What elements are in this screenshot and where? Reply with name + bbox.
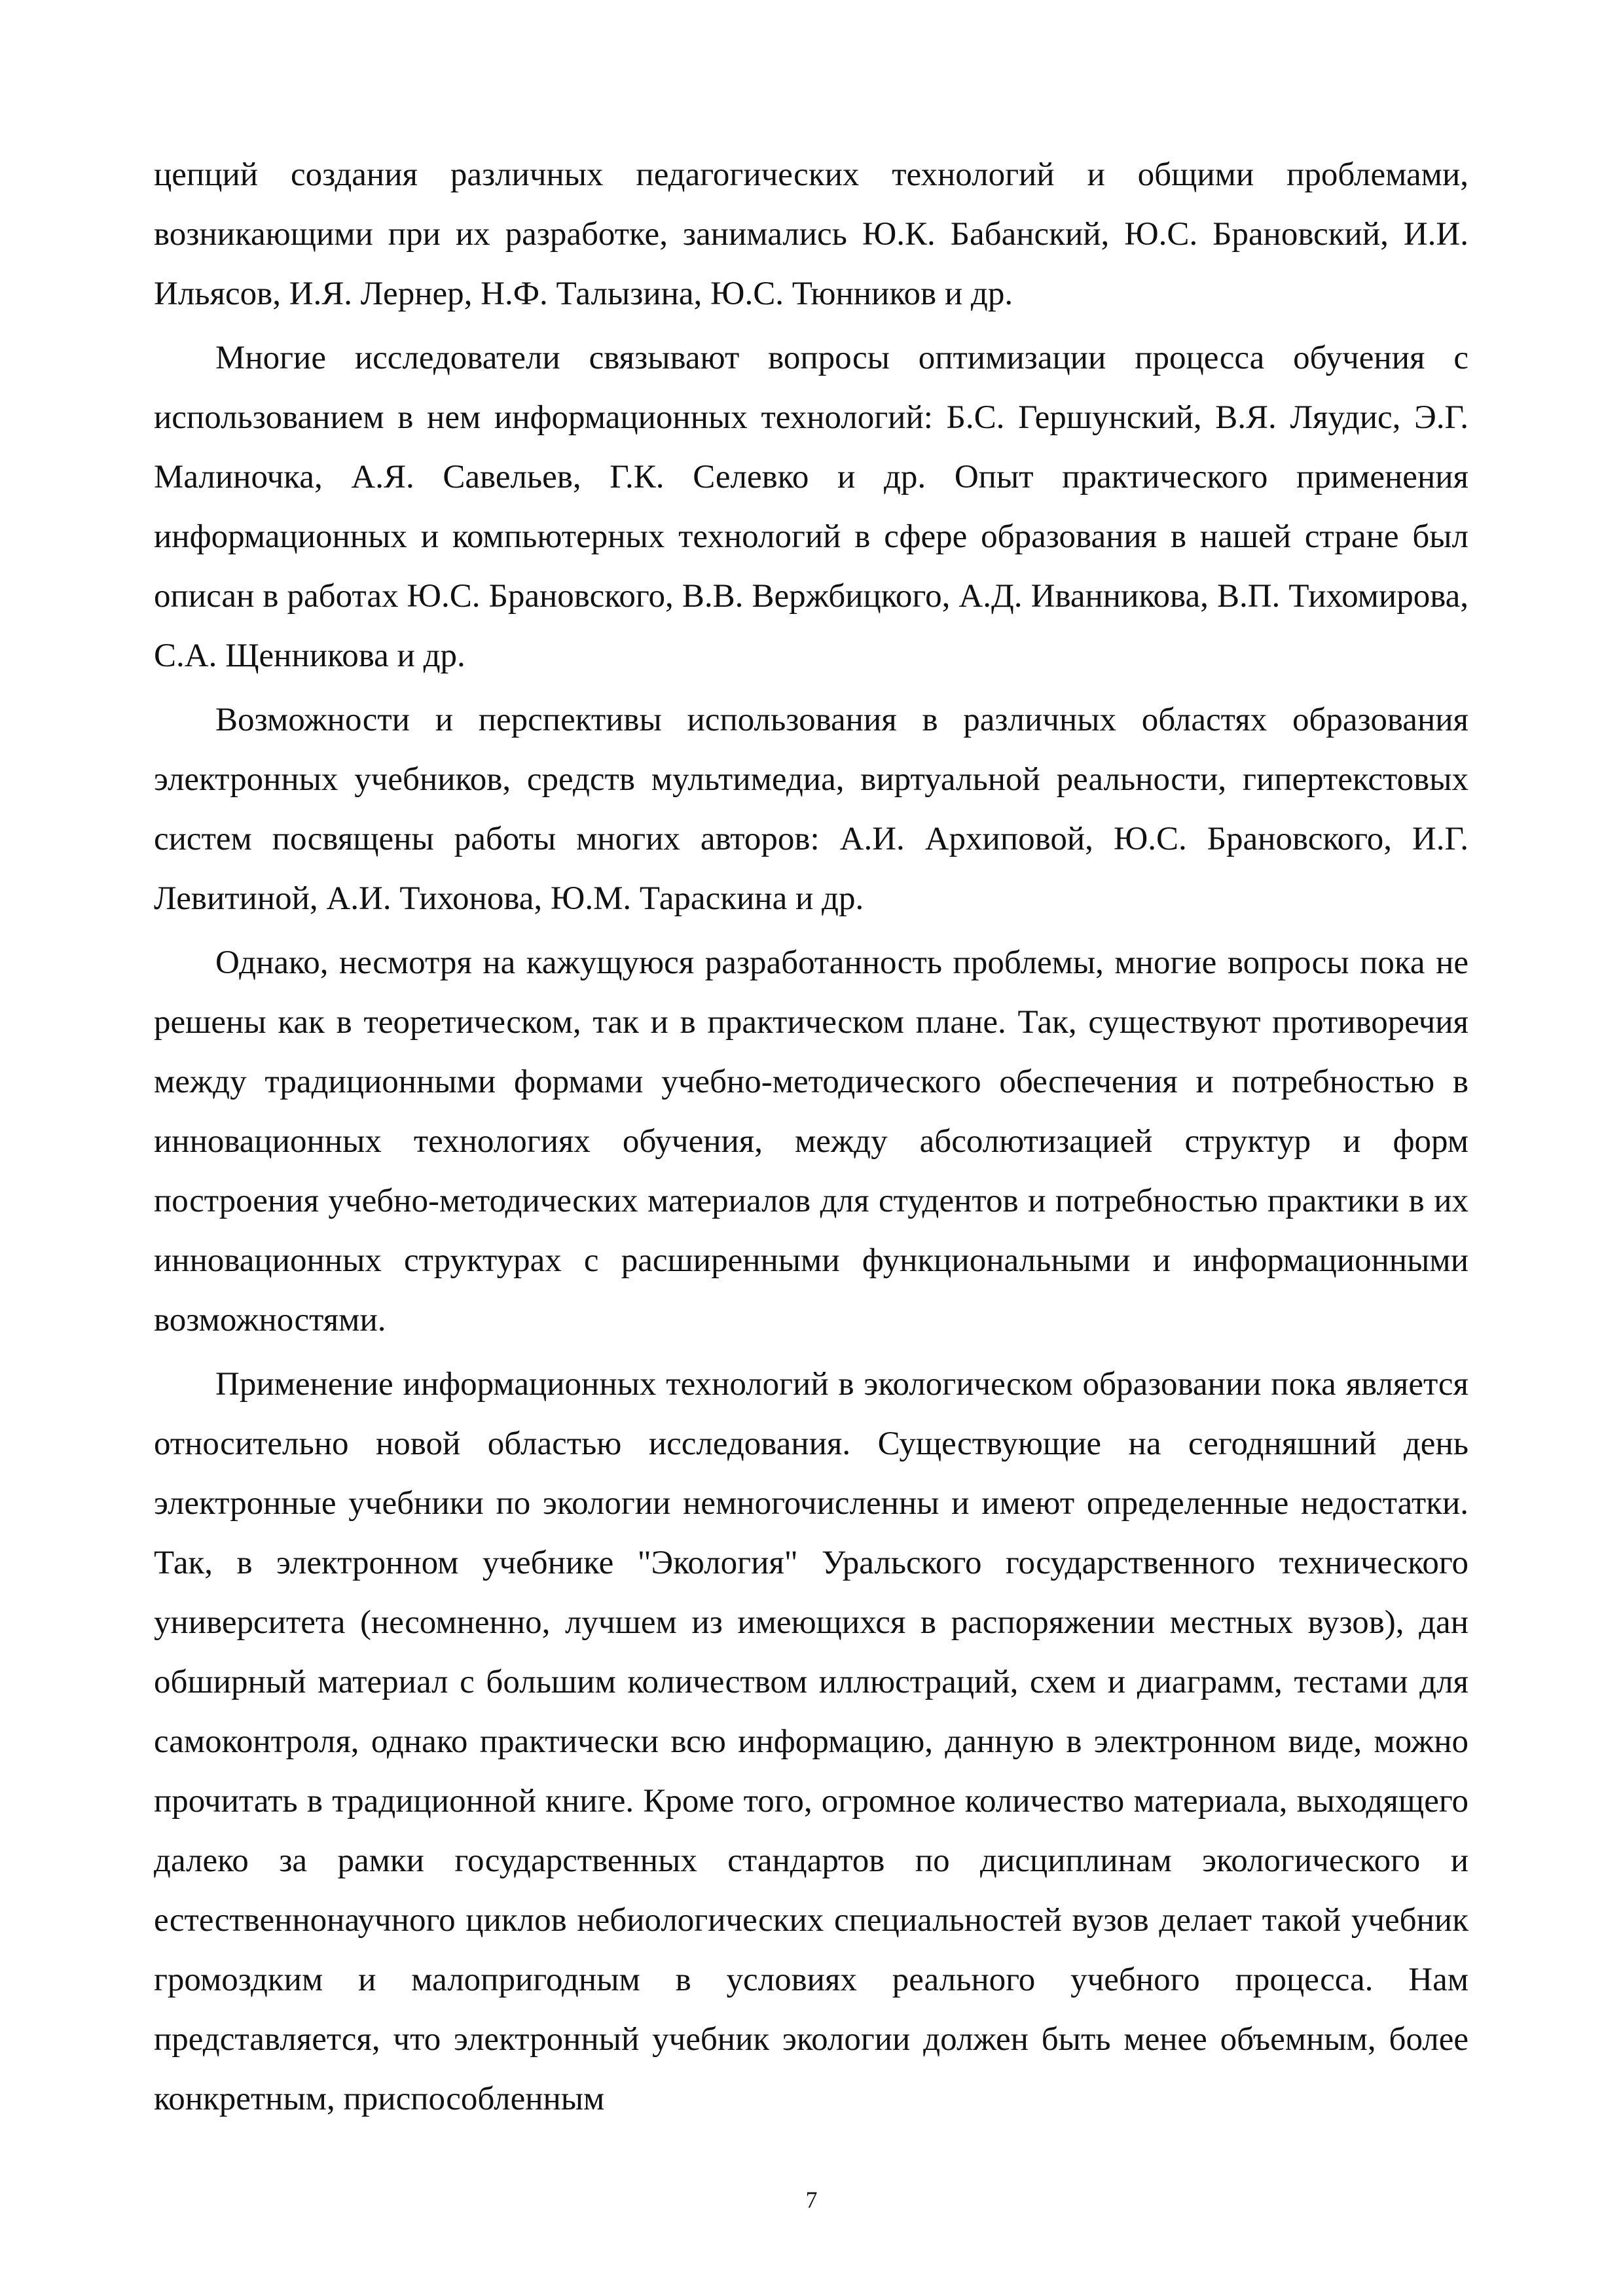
paragraph-4: Однако, несмотря на кажущуюся разработанность проблемы, многие вопросы пока не решены как в теоретическом, так и в практическом плане. Так, существуют противоречия между традиционными формами учебно-методического обеспечения и потребностью в инновационных технологиях обучения, между абсолютизацией структур и форм построения учебно-методических материалов для студентов и потребностью практики в их инновационных структурах с расширенными функциональными и информационными возможностями.: [154, 944, 1468, 1338]
paragraph-2: Многие исследователи связывают вопросы оптимизации процесса обучения с использованием в нем информационных технологий: Б.С. Гершунский, В.Я. Ляудис, Э.Г. Малиночка, А.Я. Савельев, Г.К. Селевко и др. Опыт практического применения информационных и компьютерных технологий в сфере образования в нашей стране был описан в работах Ю.С. Брановского, В.В. Вержбицкого, А.Д. Иванникова, В.П. Тихомирова, С.А. Щенникова и др.: [154, 340, 1468, 674]
paragraph-1: цепций создания различных педагогических технологий и общими проблемами, возникающими при их разработке, занимались Ю.К. Бабанский, Ю.С. Брановский, И.И. Ильясов, И.Я. Лернер, Н.Ф. Талызина, Ю.С. Тюнников и др.: [154, 156, 1468, 312]
paragraph-3: Возможности и перспективы использования в различных областях образования электронных учебников, средств мультимедиа, виртуальной реальности, гипертекстовых систем посвящены работы многих авторов: А.И. Архиповой, Ю.С. Брановского, И.Г. Левитиной, А.И. Тихонова, Ю.М. Тараскина и др.: [154, 702, 1468, 917]
page-number: 7: [805, 2187, 818, 2213]
body-text: [154, 145, 1468, 2129]
paragraph-5: Применение информационных технологий в экологическом образовании пока является относительно новой областью исследования. Существующие на сегодняшний день электронные учебники по экологии немногочисленны и имеют определенные недостатки. Так, в электронном учебнике "Экология" Уральского государственного технического университета (несомненно, лучшем из имеющихся в распоряжении местных вузов), дан обширный материал с большим количеством иллюстраций, схем и диаграмм, тестами для самоконтроля, однако практически всю информацию, данную в электронном виде, можно прочитать в традиционной книге. Кроме того, огромное количество материала, выходящего далеко за рамки государственных стандартов по дисциплинам экологического и естественнонаучного циклов небиологических специальностей вузов делает такой учебник громоздким и малопригодным в условиях реального учебного процесса. Нам представляется, что электронный учебник экологии должен быть менее объемным, более конкретным, приспособленным: [154, 1366, 1468, 2117]
